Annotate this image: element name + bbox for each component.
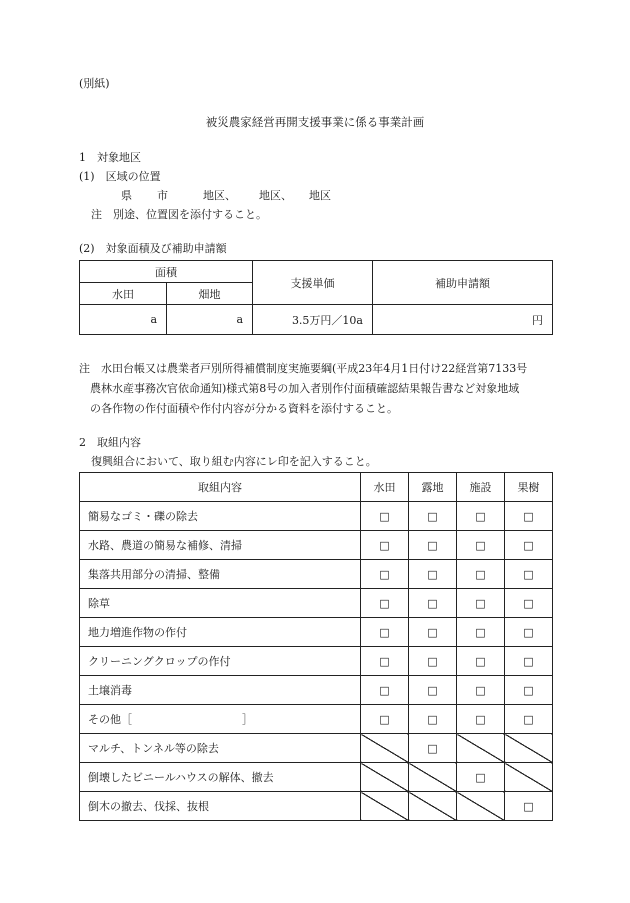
location-subheading: (1) 区域の位置 — [79, 170, 161, 183]
checkbox-cell-greenhouse — [457, 589, 505, 618]
checkbox-cell-orchard — [505, 705, 553, 734]
checkbox-cell-paddy — [361, 502, 409, 531]
checkbox[interactable]: □ — [523, 712, 534, 726]
attachment-label: (別紙) — [79, 77, 110, 90]
checkbox[interactable]: □ — [523, 625, 534, 639]
not-applicable-cell — [505, 734, 553, 763]
checkbox-cell-orchard — [505, 589, 553, 618]
checkbox-cell-greenhouse — [457, 647, 505, 676]
subsidy-header: 補助申請額 — [373, 261, 553, 305]
table-row — [80, 734, 553, 763]
rice-area-unit: a — [80, 305, 167, 335]
checkbox[interactable]: □ — [475, 538, 486, 552]
location-city: 市 — [157, 189, 168, 202]
subsidy-yen-unit: 円 — [373, 305, 553, 335]
activity-label: 水路、農道の簡易な補修、清掃 — [80, 531, 361, 560]
unit-price-header: 支援単価 — [253, 261, 373, 305]
checkbox[interactable]: □ — [475, 509, 486, 523]
checkbox[interactable]: □ — [475, 770, 486, 784]
area-subsidy-table — [79, 260, 553, 335]
activity-label: マルチ、トンネル等の除去 — [80, 734, 361, 763]
not-applicable-cell — [457, 792, 505, 821]
checkbox[interactable]: □ — [427, 712, 438, 726]
checkbox[interactable]: □ — [379, 538, 390, 552]
checkbox-cell-orchard — [505, 618, 553, 647]
table-row — [80, 676, 553, 705]
checkbox-cell-orchard — [505, 792, 553, 821]
records-note-line-2: 農林水産事務次官依命通知)様式第8号の加入者別作付面積確認結果報告書など対象地域 — [79, 382, 520, 395]
checkbox-cell-greenhouse — [457, 560, 505, 589]
section2-heading: 2 取組内容 — [79, 436, 141, 449]
table-row — [80, 502, 553, 531]
checkbox-cell-open-field — [409, 531, 457, 560]
location-district-3: 地区 — [309, 189, 331, 202]
checkbox[interactable]: □ — [523, 567, 534, 581]
not-applicable-cell — [361, 734, 409, 763]
checkbox-cell-greenhouse — [457, 763, 505, 792]
checkbox[interactable]: □ — [427, 538, 438, 552]
location-note: 注 別途、位置図を添付すること。 — [91, 208, 267, 221]
activity-label: 倒木の撤去、伐採、抜根 — [80, 792, 361, 821]
checkbox-cell-paddy — [361, 560, 409, 589]
not-applicable-cell — [409, 763, 457, 792]
checkbox[interactable]: □ — [379, 509, 390, 523]
checkbox[interactable]: □ — [427, 683, 438, 697]
header-paddy: 水田 — [361, 473, 409, 502]
header-open-field: 露地 — [409, 473, 457, 502]
checkbox-cell-orchard — [505, 676, 553, 705]
header-activity: 取組内容 — [80, 473, 361, 502]
checkbox-cell-paddy — [361, 647, 409, 676]
table-row — [80, 647, 553, 676]
checkbox-cell-orchard — [505, 531, 553, 560]
activity-label: 除草 — [80, 589, 361, 618]
checkbox[interactable]: □ — [427, 625, 438, 639]
checkbox[interactable]: □ — [427, 741, 438, 755]
checkbox[interactable]: □ — [475, 596, 486, 610]
area-subheading: (2) 対象面積及び補助申請額 — [79, 242, 227, 255]
checkbox[interactable]: □ — [523, 654, 534, 668]
table-row — [80, 705, 553, 734]
checkbox-cell-orchard — [505, 502, 553, 531]
checkbox[interactable]: □ — [427, 509, 438, 523]
table-row — [80, 531, 553, 560]
checkbox-cell-open-field — [409, 734, 457, 763]
table-row — [80, 763, 553, 792]
checkbox-cell-open-field — [409, 589, 457, 618]
checkbox-cell-open-field — [409, 560, 457, 589]
activity-label: クリーニングクロップの作付 — [80, 647, 361, 676]
checkbox-cell-open-field — [409, 676, 457, 705]
activity-label: 土壌消毒 — [80, 676, 361, 705]
checkbox-cell-greenhouse — [457, 618, 505, 647]
activity-label: 集落共用部分の清掃、整備 — [80, 560, 361, 589]
checkbox-cell-orchard — [505, 560, 553, 589]
checkbox-cell-open-field — [409, 502, 457, 531]
records-note-line-1: 注 水田台帳又は農業者戸別所得補償制度実施要綱(平成23年4月1日付け22経営第7133号 — [79, 362, 528, 375]
document-title: 被災農家経営再開支援事業に係る事業計画 — [205, 115, 425, 129]
checkbox-cell-greenhouse — [457, 531, 505, 560]
not-applicable-cell — [409, 792, 457, 821]
checkbox[interactable]: □ — [379, 712, 390, 726]
table-row — [80, 589, 553, 618]
checkbox[interactable]: □ — [379, 654, 390, 668]
checkbox[interactable]: □ — [427, 567, 438, 581]
not-applicable-cell — [361, 763, 409, 792]
area-header: 面積 — [80, 261, 253, 283]
rice-field-header: 水田 — [80, 283, 167, 305]
checkbox-cell-open-field — [409, 647, 457, 676]
checkbox[interactable]: □ — [379, 625, 390, 639]
header-greenhouse: 施設 — [457, 473, 505, 502]
checkbox[interactable]: □ — [475, 712, 486, 726]
records-note-line-3: の各作物の作付面積や作付内容が分かる資料を添付すること。 — [79, 402, 398, 415]
upland-field-header: 畑地 — [167, 283, 253, 305]
table-row — [80, 618, 553, 647]
activity-label: 地力増進作物の作付 — [80, 618, 361, 647]
checkbox-cell-paddy — [361, 531, 409, 560]
checkbox[interactable]: □ — [523, 538, 534, 552]
section1-heading: 1 対象地区 — [79, 151, 141, 164]
checkbox-cell-orchard — [505, 647, 553, 676]
header-orchard: 果樹 — [505, 473, 553, 502]
location-district-1: 地区、 — [203, 189, 236, 202]
checkbox[interactable]: □ — [427, 596, 438, 610]
field-area-unit: a — [167, 305, 253, 335]
location-district-2: 地区、 — [259, 189, 292, 202]
checkbox[interactable]: □ — [475, 683, 486, 697]
checkbox[interactable]: □ — [379, 683, 390, 697]
checkbox-cell-greenhouse — [457, 502, 505, 531]
checkbox-cell-open-field — [409, 705, 457, 734]
unit-price-value: 3.5万円／10a — [253, 305, 373, 335]
activity-label: 簡易なゴミ・礫の除去 — [80, 502, 361, 531]
checkbox[interactable]: □ — [523, 596, 534, 610]
section2-instruction: 復興組合において、取り組む内容にレ印を記入すること。 — [91, 455, 377, 468]
checkbox[interactable]: □ — [523, 683, 534, 697]
checkbox[interactable]: □ — [523, 509, 534, 523]
checkbox-cell-greenhouse — [457, 705, 505, 734]
not-applicable-cell — [361, 792, 409, 821]
checkbox-cell-open-field — [409, 618, 457, 647]
activity-label: 倒壊したビニールハウスの解体、撤去 — [80, 763, 361, 792]
checkbox[interactable]: □ — [523, 799, 534, 813]
activity-label: その他［ ］ — [80, 705, 361, 734]
checkbox-cell-paddy — [361, 589, 409, 618]
checkbox-cell-paddy — [361, 676, 409, 705]
checkbox[interactable]: □ — [475, 567, 486, 581]
checkbox-cell-paddy — [361, 618, 409, 647]
table-row — [80, 792, 553, 821]
checkbox[interactable]: □ — [379, 567, 390, 581]
location-pref: 県 — [121, 189, 132, 202]
checkbox-cell-paddy — [361, 705, 409, 734]
checkbox[interactable]: □ — [475, 654, 486, 668]
table-row — [80, 560, 553, 589]
checkbox[interactable]: □ — [379, 596, 390, 610]
activities-table — [79, 472, 553, 821]
checkbox[interactable]: □ — [475, 625, 486, 639]
checkbox[interactable]: □ — [427, 654, 438, 668]
not-applicable-cell — [505, 763, 553, 792]
checkbox-cell-greenhouse — [457, 676, 505, 705]
not-applicable-cell — [457, 734, 505, 763]
